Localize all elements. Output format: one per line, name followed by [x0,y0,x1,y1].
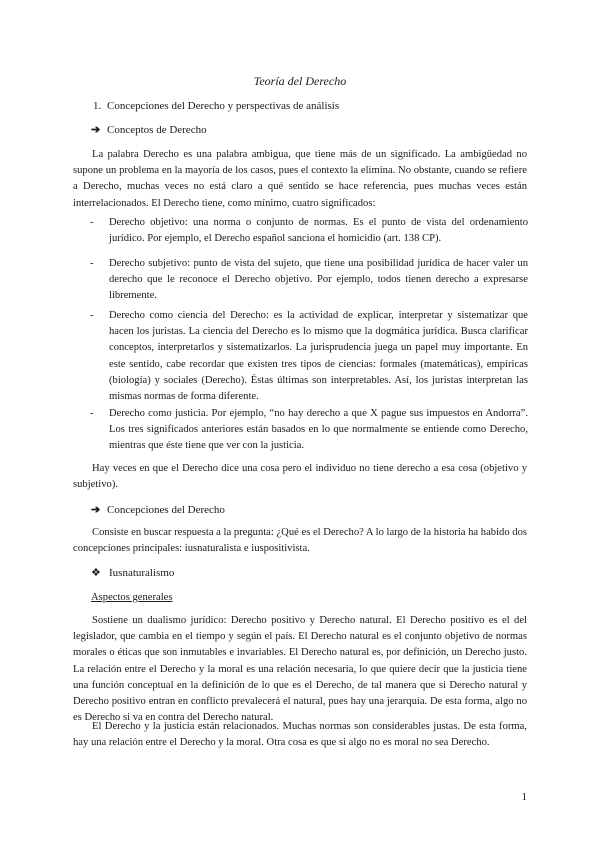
paragraph-derecho-justicia: El Derecho y la justicia están relacionados. Muchas normas son considerables justas. De esta forma, hay una relación entre el Derecho y la moral. Otra cosa es que si algo no es moral no sea Derecho. [73,721,527,749]
dash-marker: - [90,258,94,269]
subheading-label: Iusnaturalismo [109,567,175,579]
dash-marker: - [90,408,94,419]
section-number: 1. [93,100,102,112]
subheading-label: Concepciones del Derecho [107,504,225,516]
list-item-text: Derecho objetivo: una norma o conjunto de normas. Es el punto de vista del ordenamiento jurídico. Por ejemplo, el Derecho español sanciona el homicidio (art. 138 CP). [109,217,528,245]
list-item [90,406,528,455]
arrow-icon: ➔ [91,504,101,516]
page-number: 1 [521,791,527,803]
list-item-text: Derecho como ciencia del Derecho: es la actividad de explicar, interpretar y sistematizar que hacen los juristas. La ciencia del Derecho es lo mismo que la dogmática jurídica. Busca clarificar conceptos, interpretarlos y sistematizarlos. La jurisprudencia juega un papel muy importante. En este sentido, cabe recordar que existen tres tipos de ciencias: formales (matemáticas), empíricas (biología) y sociales (Derecho). Éstas últimas son interpretables. Así, los juristas interpretan las mismas normas de forma diferente. [109,310,528,403]
list-item-text: Derecho subjetivo: punto de vista del sujeto, que tiene una posibilidad jurídica de hacer valer un derecho que le reconoce el Derecho objetivo. Por ejemplo, todos tienen derecho a expresarse libremente. [109,258,528,302]
aspectos-heading: Aspectos generales [91,592,173,603]
list-item-text: Derecho como justicia. Por ejemplo, “no hay derecho a que X pague sus impuestos en Andorra”. Los tres significados anteriores están basados en lo que normalmente se entiende como Derecho, mientras que éste tiene que ver con la justicia. [109,408,528,452]
paragraph-concepciones: Consiste en buscar respuesta a la pregunta: ¿Qué es el Derecho? A lo largo de la historia ha habido dos concepciones principales: iusnaturalista e iuspositivista. [73,527,527,555]
subheading-iusnaturalismo [91,565,174,581]
subheading-concepciones [91,502,225,518]
arrow-icon: ➔ [91,124,101,136]
list-item [90,256,528,305]
document-title: Teoría del Derecho [253,74,347,88]
list-item [90,215,528,247]
paragraph-objetivo-subjetivo: Hay veces en que el Derecho dice una cosa pero el individuo no tiene derecho a esa cosa (objetivo y subjetivo). [73,463,527,491]
list-item [90,308,528,405]
paragraph-dualismo: Sostiene un dualismo jurídico: Derecho positivo y Derecho natural. El Derecho positivo es el del legislador, que cambia en el tiempo y según el país. El Derecho natural es el conjunto objetivo de normas morales o éticas que son inmutables e invariables. El Derecho natural es, por definición, un Derecho justo. La relación entre el Derecho y la moral es una relación necesaria, lo que quiere decir que la justicia tiene una función conceptual en la definición de lo que es el Derecho, de tal manera que si Derecho natural y Derecho positivo entran en conflicto prevalecerá el natural, pues hay una jerarquía. De esta forma, algo no es Derecho si va en contra del Derecho natural. [73,615,527,724]
subheading-conceptos [91,122,207,138]
paragraph-ambiguedad: La palabra Derecho es una palabra ambigua, que tiene más de un significado. La ambigüedad no supone un problema en la mayoría de los casos, pues el contexto la elimina. No obstante, cuando se refiere a Derecho, muchas veces no está claro a qué sentido se hace referencia, pues muchas veces están interrelacionados. El Derecho tiene, como mínimo, cuatro significados: [73,149,527,209]
subheading-label: Conceptos de Derecho [107,124,207,136]
section-title: Concepciones del Derecho y perspectivas de análisis [107,100,340,112]
dash-marker: - [90,217,94,228]
diamond-bullet-icon: ❖ [91,567,101,579]
dash-marker: - [90,310,94,321]
section-heading [93,98,339,114]
